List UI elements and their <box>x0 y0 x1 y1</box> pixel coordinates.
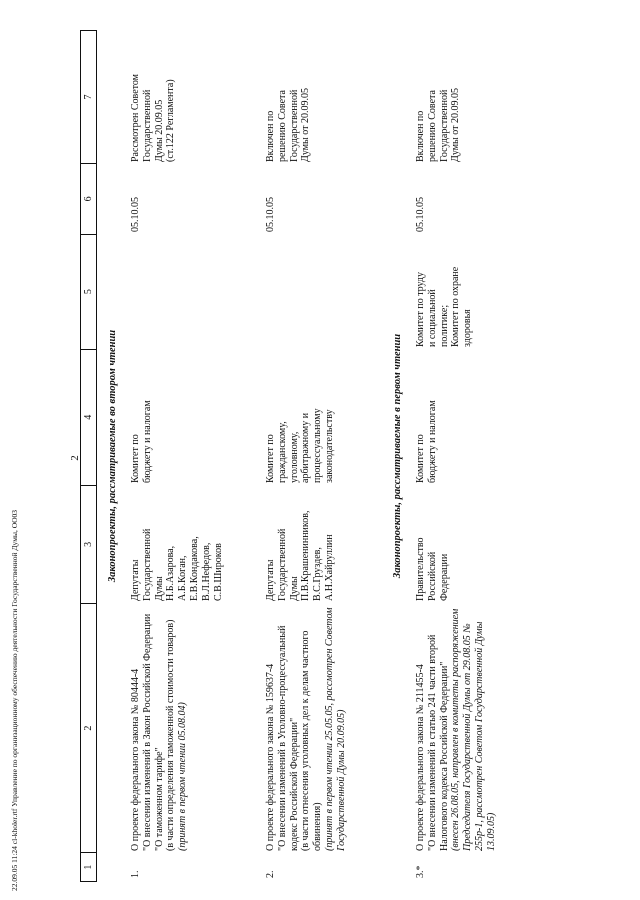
date-cell: 05.10.05 <box>265 197 276 232</box>
page-number: 2 <box>68 455 81 461</box>
document-footer: 22.09.05 11:24 cl-kholer.rtf Управление по организационному обеспечению деятельности Государственной Думы, ОО03 <box>10 509 19 891</box>
bill-cell <box>415 604 498 854</box>
row-number: 2. <box>265 870 276 878</box>
agenda-table <box>80 30 605 882</box>
co-committee-cell <box>130 235 224 350</box>
date-cell: 05.10.05 <box>130 197 141 232</box>
table-header-row <box>80 30 97 882</box>
bill-title: О проекте федерального закона № 159637-4 "О внесении изменений в Уголовно-процессуальный кодекс Российской Федерации" (в части отнесения уголовных дел к делам частного обвинения) <box>265 625 324 851</box>
bill-title: О проекте федерального закона № 211455-4 "О внесении изменений в статью 241 части второй Налогового кодекса Российской Федерации" <box>415 634 450 851</box>
bill-cell <box>130 604 224 854</box>
status-cell: Рассмотрен Советом Государственной Думы 20.09.05 (ст.122 Регламента) <box>130 73 177 162</box>
bill-note: (принят в первом чтении 25.05.05, рассмотрен Советом Государственной Думы 20.09.05) <box>323 607 347 851</box>
table-row <box>130 30 224 882</box>
committee-cell: Комитет по бюджету и налогам <box>130 400 153 483</box>
status-cell: Включен по решению Совета Государственной Думы от 20.09.05 <box>265 88 312 162</box>
header-col-5: 5 <box>81 234 96 349</box>
co-committee-cell <box>265 235 348 350</box>
bill-note: (внесен 26.08.05, направлен в комитеты распоряжением Председателя Государственной Думы от 29.08.05 № 255р-1, рассмотрен Советом Государственной Думы 13.09.05) <box>450 608 497 851</box>
bill-cell <box>265 604 348 854</box>
row-number: 3.* <box>415 865 426 878</box>
authors-cell: Депутаты Государственной Думы П.В.Крашенинников, В.С.Груздев, А.Н.Хайруллин <box>265 510 335 601</box>
header-col-3: 3 <box>81 485 96 603</box>
header-col-4: 4 <box>81 349 96 485</box>
authors-cell: Депутаты Государственной Думы Н.Б.Азарова, А.Б.Коган, Е.В.Кондакова, В.Л.Нефедов, С.В.Широков <box>130 528 224 601</box>
header-col-1: 1 <box>81 852 96 881</box>
bill-note: (принят в первом чтении 05.08.04) <box>177 702 189 851</box>
table-row <box>415 30 498 882</box>
section-title-second-reading: Законопроекты, рассматриваемые во втором чтении <box>107 329 118 583</box>
committee-cell: Комитет по гражданскому, уголовному, арбитражному и процессуальному законодательству <box>265 408 335 483</box>
header-col-7: 7 <box>83 94 94 100</box>
bill-title: О проекте федерального закона № 80444-4 "О внесении изменений в Закон Российской Федерации "О таможенном тарифе" (в части определения таможенной стоимости товаров) <box>130 613 177 851</box>
date-cell: 05.10.05 <box>415 197 426 232</box>
committee-cell: Комитет по бюджету и налогам <box>415 400 438 483</box>
authors-cell: Правительство Российской Федерации <box>415 537 450 601</box>
section-title-first-reading: Законопроекты, рассматриваемые в первом чтении <box>392 333 403 579</box>
status-cell: Включен по решению Совета Государственной Думы от 20.09.05 <box>415 88 462 162</box>
header-col-6: 6 <box>81 163 96 234</box>
table-row <box>265 30 348 882</box>
row-number: 1. <box>130 870 141 878</box>
co-committee-cell: Комитет по труду и социальной политике; Комитет по охране здоровья <box>415 266 474 347</box>
header-col-2: 2 <box>81 603 96 852</box>
